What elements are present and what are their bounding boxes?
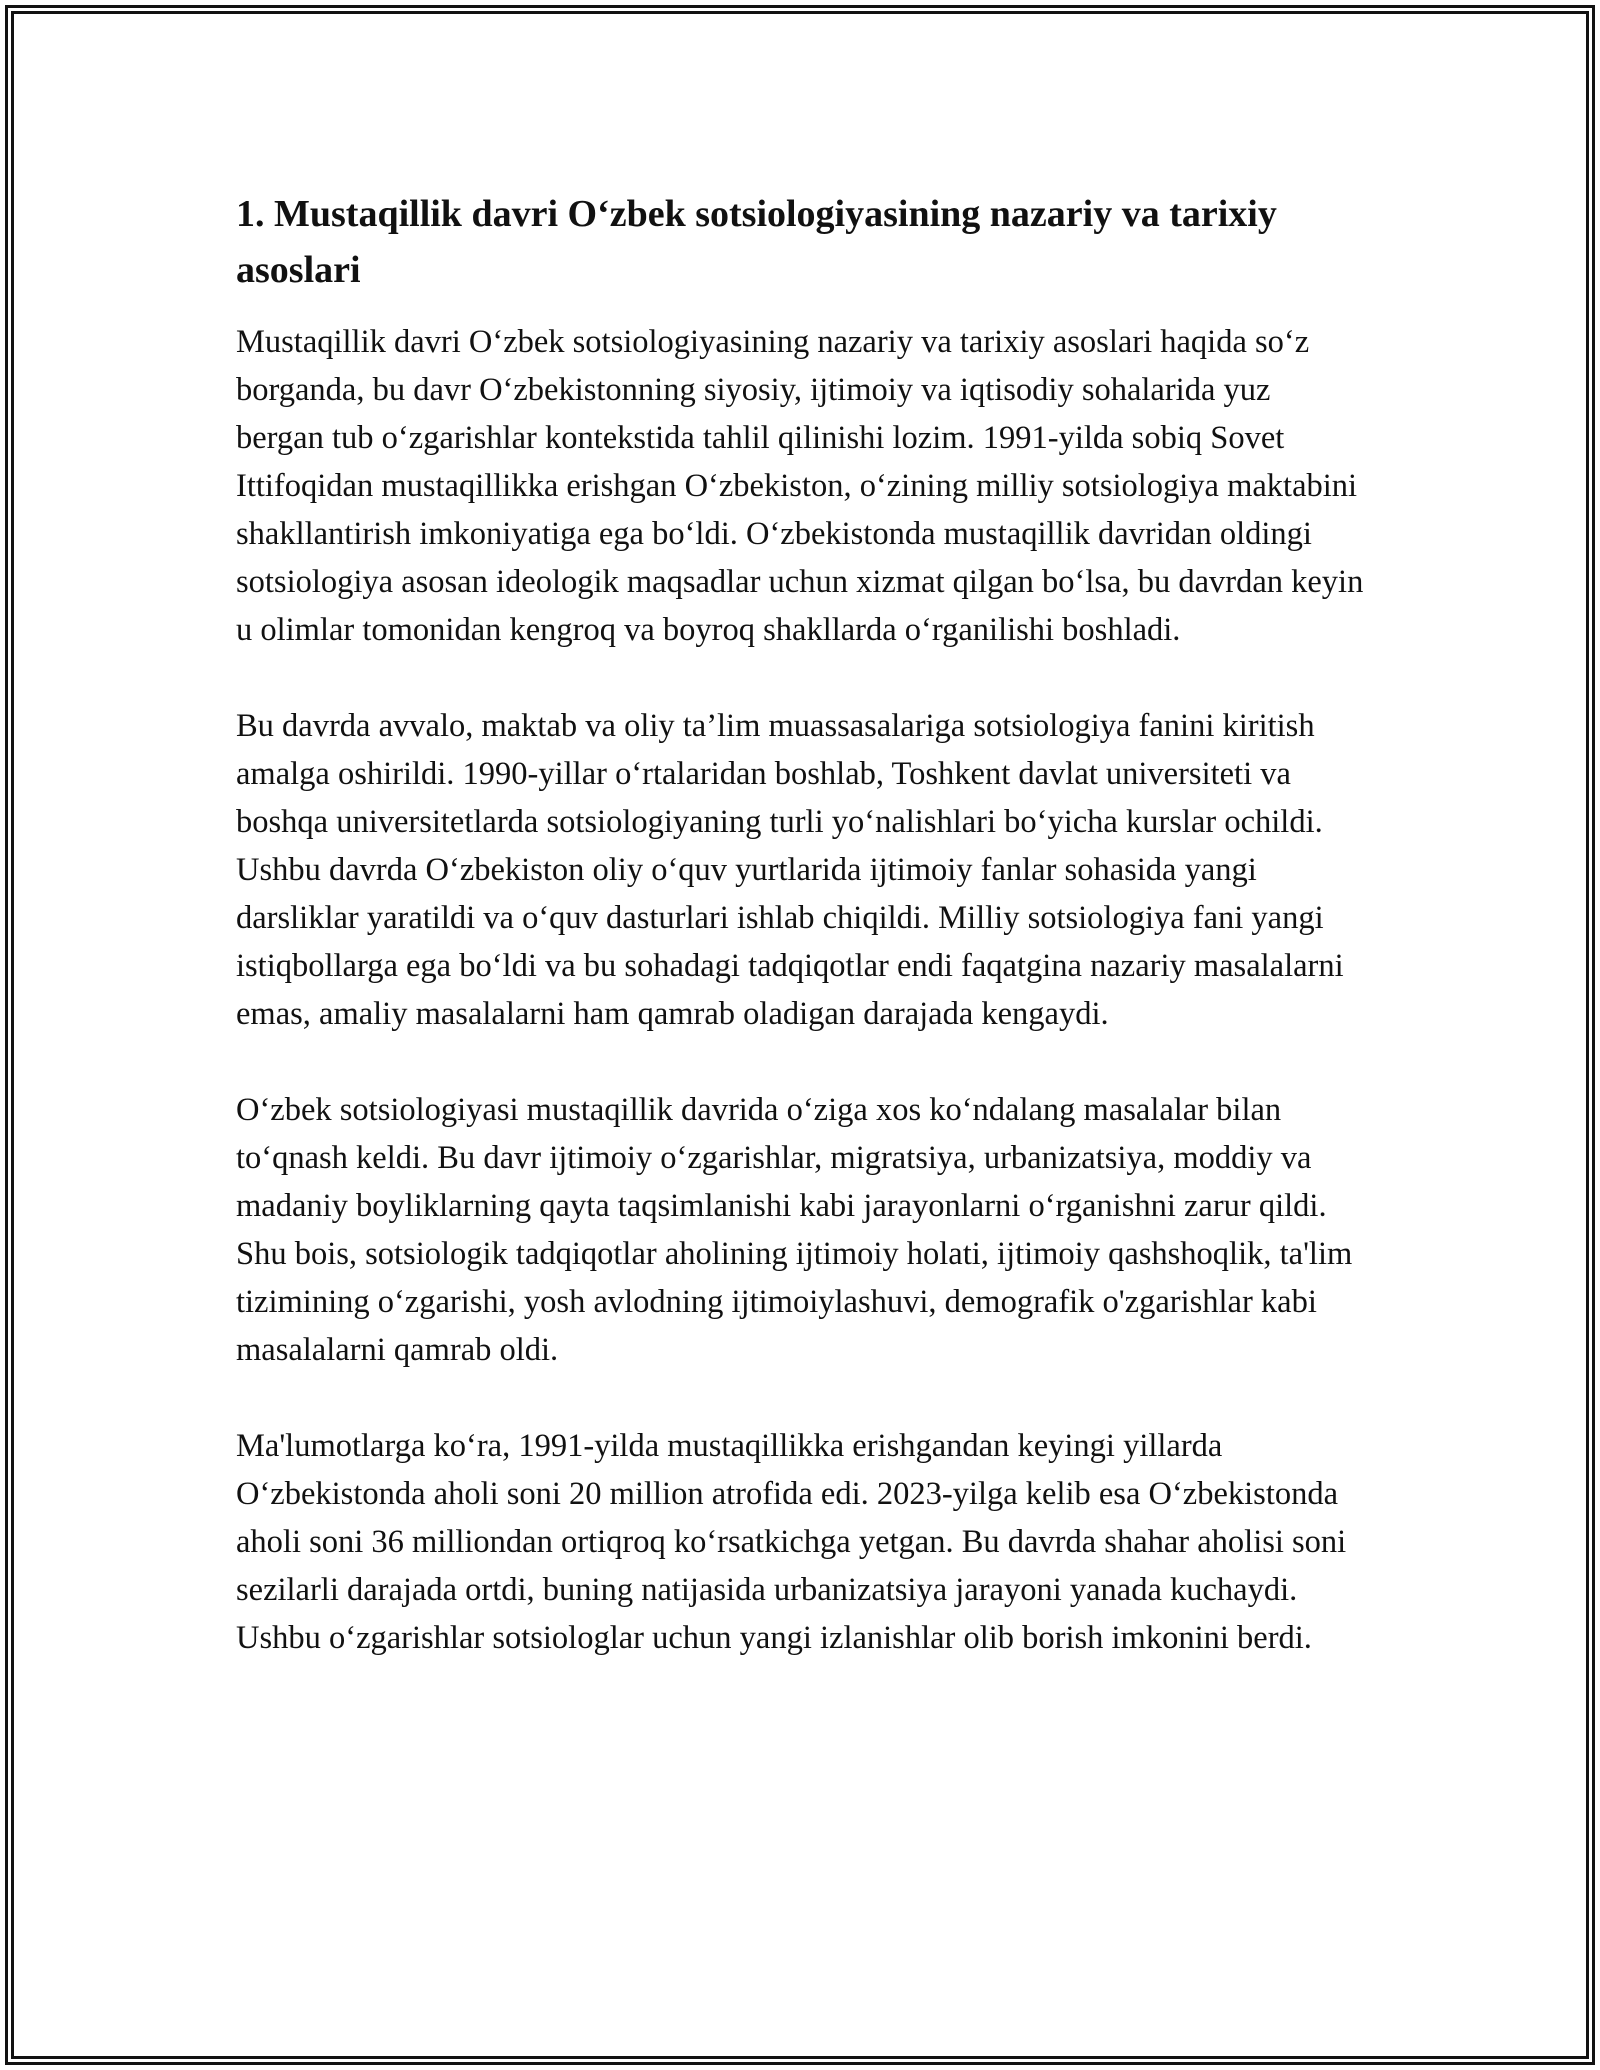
paragraph-2: Bu davrda avvalo, maktab va oliy ta’lim muassasalariga sotsiologiya fanini kiritish amalga oshirildi. 1990-yillar o‘rtalaridan boshlab, Toshkent davlat universiteti va boshqa universitetlarda sotsiologiyaning turli yo‘nalishlari bo‘yicha kurslar ochildi. Ushbu davrda O‘zbekiston oliy o‘quv yurtlarida ijtimoiy fanlar sohasida yangi darsliklar yaratildi va o‘quv dasturlari ishlab chiqildi. Milliy sotsiologiya fani yangi istiqbollarga ega bo‘ldi va bu sohadagi tadqiqotlar endi faqatgina nazariy masalalarni emas, amaliy masalalarni ham qamrab oladigan darajada kengaydi.	[236, 708, 1344, 1032]
section-heading: 1. Mustaqillik davri O‘zbek sotsiologiyasining nazariy va tarixiy asoslari	[236, 193, 1277, 291]
paragraph-3: O‘zbek sotsiologiyasi mustaqillik davrida o‘ziga xos ko‘ndalang masalalar bilan to‘qnash keldi. Bu davr ijtimoiy o‘zgarishlar, migratsiya, urbanizatsiya, moddiy va madaniy boyliklarning qayta taqsimlanishi kabi jarayonlarni o‘rganishni zarur qildi. Shu bois, sotsiologik tadqiqotlar aholining ijtimoiy holati, ijtimoiy qashshoqlik, ta'lim tizimining o‘zgarishi, yosh avlodning ijtimoiylashuvi, demografik o'zgarishlar kabi masalalarni qamrab oldi.	[236, 1092, 1353, 1368]
paragraph-1: Mustaqillik davri O‘zbek sotsiologiyasining nazariy va tarixiy asoslari haqida so‘z borganda, bu davr O‘zbekistonning siyosiy, ijtimoiy va iqtisodiy sohalarida yuz bergan tub o‘zgarishlar kontekstida tahlil qilinishi lozim. 1991-yilda sobiq Sovet Ittifoqidan mustaqillikka erishgan O‘zbekiston, o‘zining milliy sotsiologiya maktabini shakllantirish imkoniyatiga ega bo‘ldi. O‘zbekistonda mustaqillik davridan oldingi sotsiologiya asosan ideologik maqsadlar uchun xizmat qilgan bo‘lsa, bu davrdan keyin u olimlar tomonidan kengroq va boyroq shakllarda o‘rganilishi boshladi.	[236, 324, 1364, 648]
document-body	[236, 186, 1366, 1710]
paragraph-4: Ma'lumotlarga ko‘ra, 1991-yilda mustaqillikka erishgandan keyingi yillarda O‘zbekistonda aholi soni 20 million atrofida edi. 2023-yilga kelib esa O‘zbekistonda aholi soni 36 milliondan ortiqroq ko‘rsatkichga yetgan. Bu davrda shahar aholisi soni sezilarli darajada ortdi, buning natijasida urbanizatsiya jarayoni yanada kuchaydi. Ushbu o‘zgarishlar sotsiologlar uchun yangi izlanishlar olib borish imkonini berdi.	[236, 1428, 1347, 1656]
